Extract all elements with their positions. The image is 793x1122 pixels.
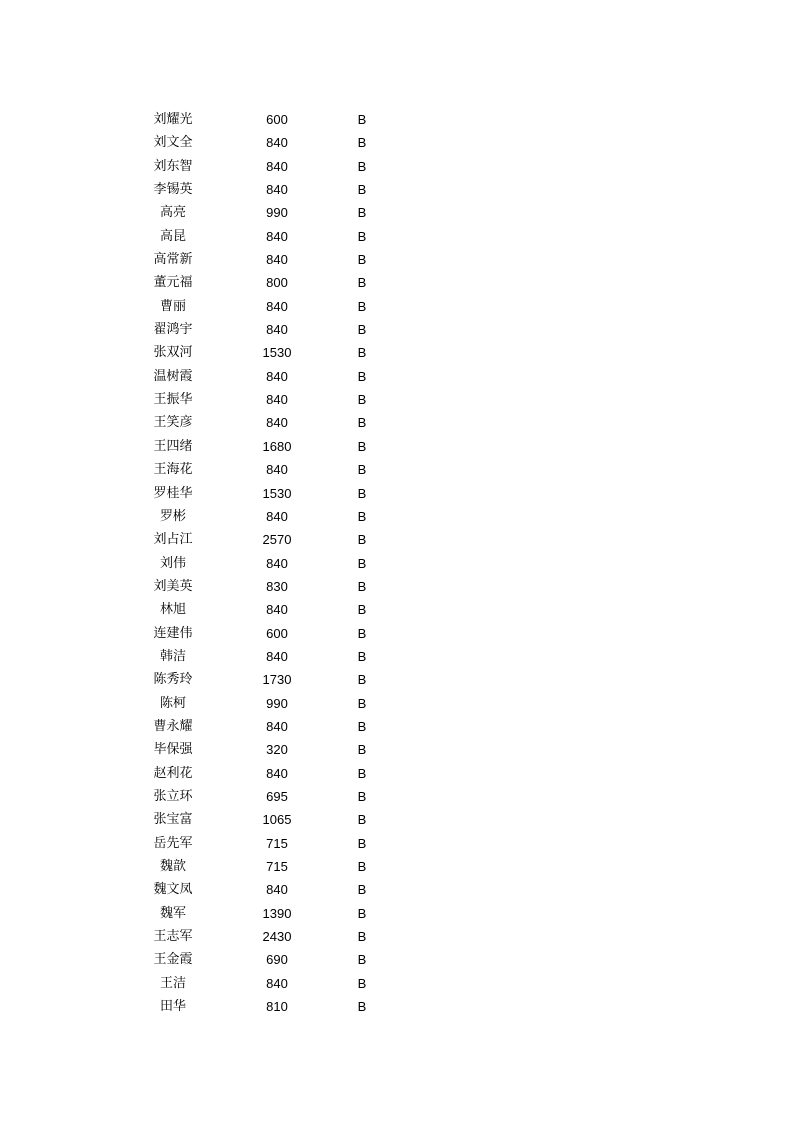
person-name: 陈柯 bbox=[159, 695, 186, 711]
amount-value: 840 bbox=[266, 602, 288, 618]
grade-value: B bbox=[357, 135, 367, 151]
table-row bbox=[0, 645, 793, 668]
grade-value: B bbox=[357, 625, 367, 641]
amount-value: 840 bbox=[266, 718, 288, 734]
table-row bbox=[0, 552, 793, 575]
amount-value: 810 bbox=[266, 999, 288, 1015]
table-row bbox=[0, 201, 793, 224]
grade-value: B bbox=[357, 975, 367, 991]
person-name: 王金霞 bbox=[153, 952, 193, 968]
table-row bbox=[0, 365, 793, 388]
grade-value: B bbox=[357, 112, 367, 127]
person-name: 刘东智 bbox=[153, 158, 193, 174]
person-name: 魏军 bbox=[159, 905, 186, 921]
person-name: 刘耀光 bbox=[153, 112, 193, 127]
amount-value: 840 bbox=[266, 368, 288, 384]
person-name: 曹丽 bbox=[159, 298, 186, 314]
table-row bbox=[0, 878, 793, 901]
table-row bbox=[0, 575, 793, 598]
person-name: 王志军 bbox=[153, 929, 193, 945]
data-table bbox=[0, 108, 793, 1018]
person-name: 林旭 bbox=[159, 602, 186, 618]
grade-value: B bbox=[357, 602, 367, 618]
person-name: 王四绪 bbox=[153, 438, 193, 454]
grade-value: B bbox=[357, 532, 367, 548]
person-name: 高昆 bbox=[159, 228, 186, 244]
amount-value: 840 bbox=[266, 228, 288, 244]
amount-value: 600 bbox=[266, 625, 288, 641]
table-row bbox=[0, 388, 793, 411]
grade-value: B bbox=[357, 368, 367, 384]
grade-value: B bbox=[357, 812, 367, 828]
table-row bbox=[0, 341, 793, 364]
grade-value: B bbox=[357, 508, 367, 524]
table-row bbox=[0, 855, 793, 878]
person-name: 王海花 bbox=[153, 462, 193, 478]
amount-value: 2570 bbox=[262, 532, 292, 548]
amount-value: 1390 bbox=[262, 905, 292, 921]
table-row bbox=[0, 108, 793, 131]
person-name: 高常新 bbox=[153, 252, 193, 268]
amount-value: 1065 bbox=[262, 812, 292, 828]
table-row bbox=[0, 902, 793, 925]
person-name: 高亮 bbox=[159, 205, 186, 221]
amount-value: 990 bbox=[266, 695, 288, 711]
table-row bbox=[0, 225, 793, 248]
person-name: 赵利花 bbox=[153, 765, 193, 781]
amount-value: 1530 bbox=[262, 485, 292, 501]
person-name: 岳先军 bbox=[153, 835, 193, 851]
amount-value: 840 bbox=[266, 555, 288, 571]
table-row bbox=[0, 948, 793, 971]
person-name: 李锡英 bbox=[153, 182, 193, 198]
grade-value: B bbox=[357, 322, 367, 338]
amount-value: 1730 bbox=[262, 672, 292, 688]
grade-value: B bbox=[357, 158, 367, 174]
amount-value: 600 bbox=[266, 112, 288, 127]
person-name: 魏文凤 bbox=[153, 882, 193, 898]
grade-value: B bbox=[357, 695, 367, 711]
grade-value: B bbox=[357, 742, 367, 758]
table-row bbox=[0, 318, 793, 341]
person-name: 罗桂华 bbox=[153, 485, 193, 501]
table-row bbox=[0, 482, 793, 505]
table-row bbox=[0, 295, 793, 318]
grade-value: B bbox=[357, 718, 367, 734]
grade-value: B bbox=[357, 952, 367, 968]
grade-value: B bbox=[357, 392, 367, 408]
grade-value: B bbox=[357, 835, 367, 851]
amount-value: 840 bbox=[266, 508, 288, 524]
grade-value: B bbox=[357, 555, 367, 571]
person-name: 田华 bbox=[159, 999, 186, 1015]
grade-value: B bbox=[357, 182, 367, 198]
table-row bbox=[0, 178, 793, 201]
grade-value: B bbox=[357, 485, 367, 501]
grade-value: B bbox=[357, 205, 367, 221]
person-name: 刘伟 bbox=[159, 555, 186, 571]
person-name: 王振华 bbox=[153, 392, 193, 408]
grade-value: B bbox=[357, 415, 367, 431]
table-row bbox=[0, 972, 793, 995]
amount-value: 840 bbox=[266, 158, 288, 174]
person-name: 张立环 bbox=[153, 788, 193, 804]
person-name: 王洁 bbox=[159, 975, 186, 991]
amount-value: 840 bbox=[266, 648, 288, 664]
table-row bbox=[0, 411, 793, 434]
amount-value: 840 bbox=[266, 765, 288, 781]
grade-value: B bbox=[357, 882, 367, 898]
table-row bbox=[0, 131, 793, 154]
grade-value: B bbox=[357, 905, 367, 921]
grade-value: B bbox=[357, 648, 367, 664]
grade-value: B bbox=[357, 462, 367, 478]
amount-value: 715 bbox=[266, 835, 288, 851]
table-row bbox=[0, 995, 793, 1018]
table-row bbox=[0, 692, 793, 715]
table-row bbox=[0, 832, 793, 855]
amount-value: 990 bbox=[266, 205, 288, 221]
amount-value: 840 bbox=[266, 882, 288, 898]
amount-value: 320 bbox=[266, 742, 288, 758]
amount-value: 840 bbox=[266, 392, 288, 408]
person-name: 连建伟 bbox=[153, 625, 193, 641]
grade-value: B bbox=[357, 999, 367, 1015]
person-name: 张双河 bbox=[153, 345, 193, 361]
person-name: 韩洁 bbox=[159, 648, 186, 664]
table-row bbox=[0, 155, 793, 178]
amount-value: 840 bbox=[266, 135, 288, 151]
grade-value: B bbox=[357, 765, 367, 781]
person-name: 温树霞 bbox=[153, 368, 193, 384]
amount-value: 2430 bbox=[262, 929, 292, 945]
grade-value: B bbox=[357, 228, 367, 244]
amount-value: 840 bbox=[266, 252, 288, 268]
person-name: 罗彬 bbox=[159, 508, 186, 524]
amount-value: 800 bbox=[266, 275, 288, 291]
table-row bbox=[0, 458, 793, 481]
grade-value: B bbox=[357, 275, 367, 291]
grade-value: B bbox=[357, 438, 367, 454]
table-row bbox=[0, 248, 793, 271]
table-row bbox=[0, 808, 793, 831]
person-name: 董元福 bbox=[153, 275, 193, 291]
amount-value: 840 bbox=[266, 182, 288, 198]
table-row bbox=[0, 785, 793, 808]
table-row bbox=[0, 715, 793, 738]
person-name: 曹永耀 bbox=[153, 718, 193, 734]
amount-value: 840 bbox=[266, 462, 288, 478]
table-row bbox=[0, 598, 793, 621]
grade-value: B bbox=[357, 788, 367, 804]
table-row bbox=[0, 271, 793, 294]
table-row bbox=[0, 738, 793, 761]
amount-value: 830 bbox=[266, 578, 288, 594]
amount-value: 695 bbox=[266, 788, 288, 804]
table-row bbox=[0, 528, 793, 551]
grade-value: B bbox=[357, 929, 367, 945]
amount-value: 840 bbox=[266, 415, 288, 431]
amount-value: 715 bbox=[266, 859, 288, 874]
table-row bbox=[0, 435, 793, 458]
person-name: 刘占江 bbox=[153, 532, 193, 548]
grade-value: B bbox=[357, 859, 367, 874]
amount-value: 1530 bbox=[262, 345, 292, 361]
person-name: 翟鸿宇 bbox=[153, 322, 193, 338]
table-row bbox=[0, 668, 793, 691]
amount-value: 1680 bbox=[262, 438, 292, 454]
person-name: 魏歆 bbox=[159, 859, 186, 874]
table-row bbox=[0, 762, 793, 785]
grade-value: B bbox=[357, 345, 367, 361]
grade-value: B bbox=[357, 298, 367, 314]
person-name: 刘文全 bbox=[153, 135, 193, 151]
person-name: 王笑彦 bbox=[153, 415, 193, 431]
grade-value: B bbox=[357, 672, 367, 688]
grade-value: B bbox=[357, 578, 367, 594]
table-row bbox=[0, 925, 793, 948]
person-name: 刘美英 bbox=[153, 578, 193, 594]
amount-value: 690 bbox=[266, 952, 288, 968]
person-name: 张宝富 bbox=[153, 812, 193, 828]
person-name: 毕保强 bbox=[153, 742, 193, 758]
table-row bbox=[0, 505, 793, 528]
amount-value: 840 bbox=[266, 322, 288, 338]
amount-value: 840 bbox=[266, 298, 288, 314]
person-name: 陈秀玲 bbox=[153, 672, 193, 688]
table-row bbox=[0, 622, 793, 645]
grade-value: B bbox=[357, 252, 367, 268]
amount-value: 840 bbox=[266, 975, 288, 991]
